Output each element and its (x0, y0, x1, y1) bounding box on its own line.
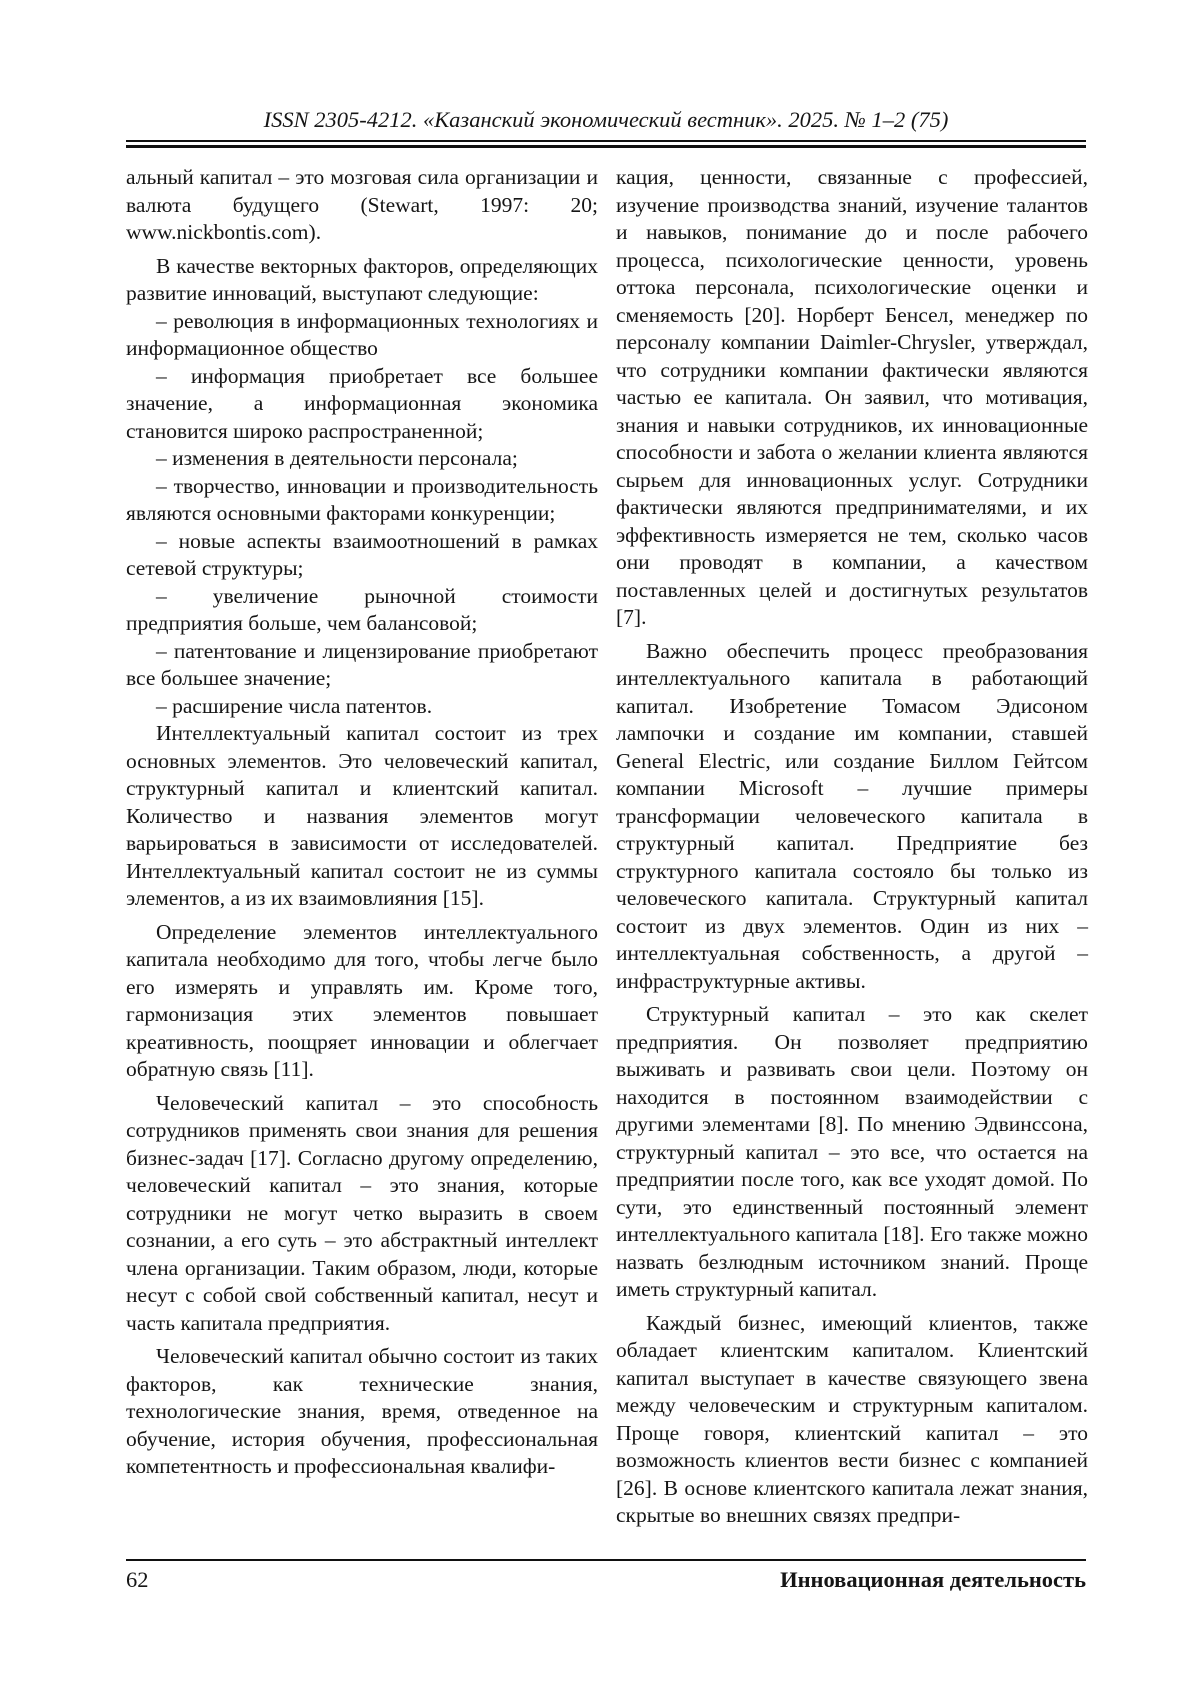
left-column (126, 164, 598, 1487)
paragraph: кация, ценности, связанные с профессией, изучение производства знаний, изучение талантов и навыков, понимание до и после рабочего процесса, психологические ценности, уровень оттока персонала, психологические оценки и сменяемость [20]. Норберт Бенсел, менеджер по персоналу компании Daimler-Chrysler, утверждал, что сотрудники компании фактически являются частью ее капитала. Он заявил, что мотивация, знания и навыки сотрудников, их инновационные способности и забота о желании клиента являются сырьем для инновационных услуг. Сотрудники фактически являются предпринимателями, и их эффективность измеряется не тем, сколько часов они проводят в компании, а качеством поставленных целей и достигнутых результатов [7]. (616, 165, 1088, 629)
list-item: – изменения в деятельности персонала; (156, 446, 518, 470)
header-rule-thin (126, 140, 1086, 142)
paragraph: Интеллектуальный капитал состоит из трех основных элементов. Это человеческий капитал, структурный капитал и клиентский капитал. Количество и названия элементов могут варьироваться в зависимости от исследователей. Интеллектуальный капитал состоит не из суммы элементов, а из их взаимовлияния [15]. (126, 721, 598, 910)
paragraph: Человеческий капитал – это способность сотрудников применять свои знания для решения бизнес-задач [17]. Согласно другому определению, человеческий капитал – это знания, которые сотрудники не могут четко выразить в своем сознании, а его суть – это абстрактный интеллект члена организации. Таким образом, люди, которые несут с собой свой собственный капитал, несут и часть капитала предприятия. (126, 1090, 598, 1335)
footer-rule (126, 1559, 1086, 1561)
paragraph: Структурный капитал – это как скелет предприятия. Он позволяет предприятию выживать и развивать свои цели. Поэтому он находится в постоянном взаимодействии с другими элементами [8]. По мнению Эдвинссона, структурный капитал – это все, что остается на предприятии после того, как все уходят домой. По сути, это единственный постоянный элемент интеллектуального капитала [18]. Его также можно назвать безлюдным источником знаний. Проще иметь структурный капитал. (616, 1002, 1088, 1301)
running-header: ISSN 2305-4212. «Казанский экономический вестник». 2025. № 1–2 (75) (263, 107, 949, 132)
page-number: 62 (126, 1567, 149, 1592)
list-item: – расширение числа патентов. (156, 693, 433, 718)
paragraph: Человеческий капитал обычно состоит из таких факторов, как технические знания, технологические знания, время, отведенное на обучение, история обучения, профессиональная компетентность и профессиональная квалифи- (126, 1344, 598, 1478)
right-column (616, 164, 1088, 1536)
paragraph: В качестве векторных факторов, определяющих развитие инноваций, выступают следующие: (126, 253, 598, 305)
list-item: – информация приобретает все большее значение, а информационная экономика становится широко распространенной; (126, 363, 598, 443)
list-item: – патентование и лицензирование приобретают все большее значение; (126, 638, 598, 690)
paragraph: Важно обеспечить процесс преобразования интеллектуального капитала в работающий капитал. Изобретение Томасом Эдисоном лампочки и создание им компании, ставшей General Electric, или создание Биллом Гейтсом компании Microsoft – лучшие примеры трансформации человеческого капитала в структурный капитал. Предприятие без структурного капитала состояло бы только из человеческого капитала. Структурный капитал состоит из двух элементов. Один из них – интеллектуальная собственность, а другой – инфраструктурные активы. (616, 638, 1088, 993)
paragraph: Определение элементов интеллектуального капитала необходимо для того, чтобы легче было его измерять и управлять им. Кроме того, гармонизация этих элементов повышает креативность, поощряет инновации и облегчает обратную связь [11]. (126, 919, 598, 1081)
list-item: – творчество, инновации и производительность являются основными факторами конкуренции; (126, 473, 598, 525)
list-item: – новые аспекты взаимоотношений в рамках сетевой структуры; (126, 528, 598, 580)
section-title: Инновационная деятельность (780, 1567, 1086, 1592)
header-rule-thick (126, 145, 1086, 148)
paragraph: альный капитал – это мозговая сила организации и валюта будущего (Stewart, 1997: 20; www.nickbontis.com). (126, 165, 598, 244)
paragraph: Каждый бизнес, имеющий клиентов, также обладает клиентским капиталом. Клиентский капитал выступает в качестве связующего звена между человеческим и структурным капиталом. Проще говоря, клиентский капитал – это возможность клиентов вести бизнес с компанией [26]. В основе клиентского капитала лежат знания, скрытые во внешних связях предпри- (616, 1310, 1088, 1527)
list-item: – увеличение рыночной стоимости предприятия больше, чем балансовой; (126, 583, 598, 635)
list-item: – революция в информационных технологиях и информационное общество (126, 308, 598, 360)
